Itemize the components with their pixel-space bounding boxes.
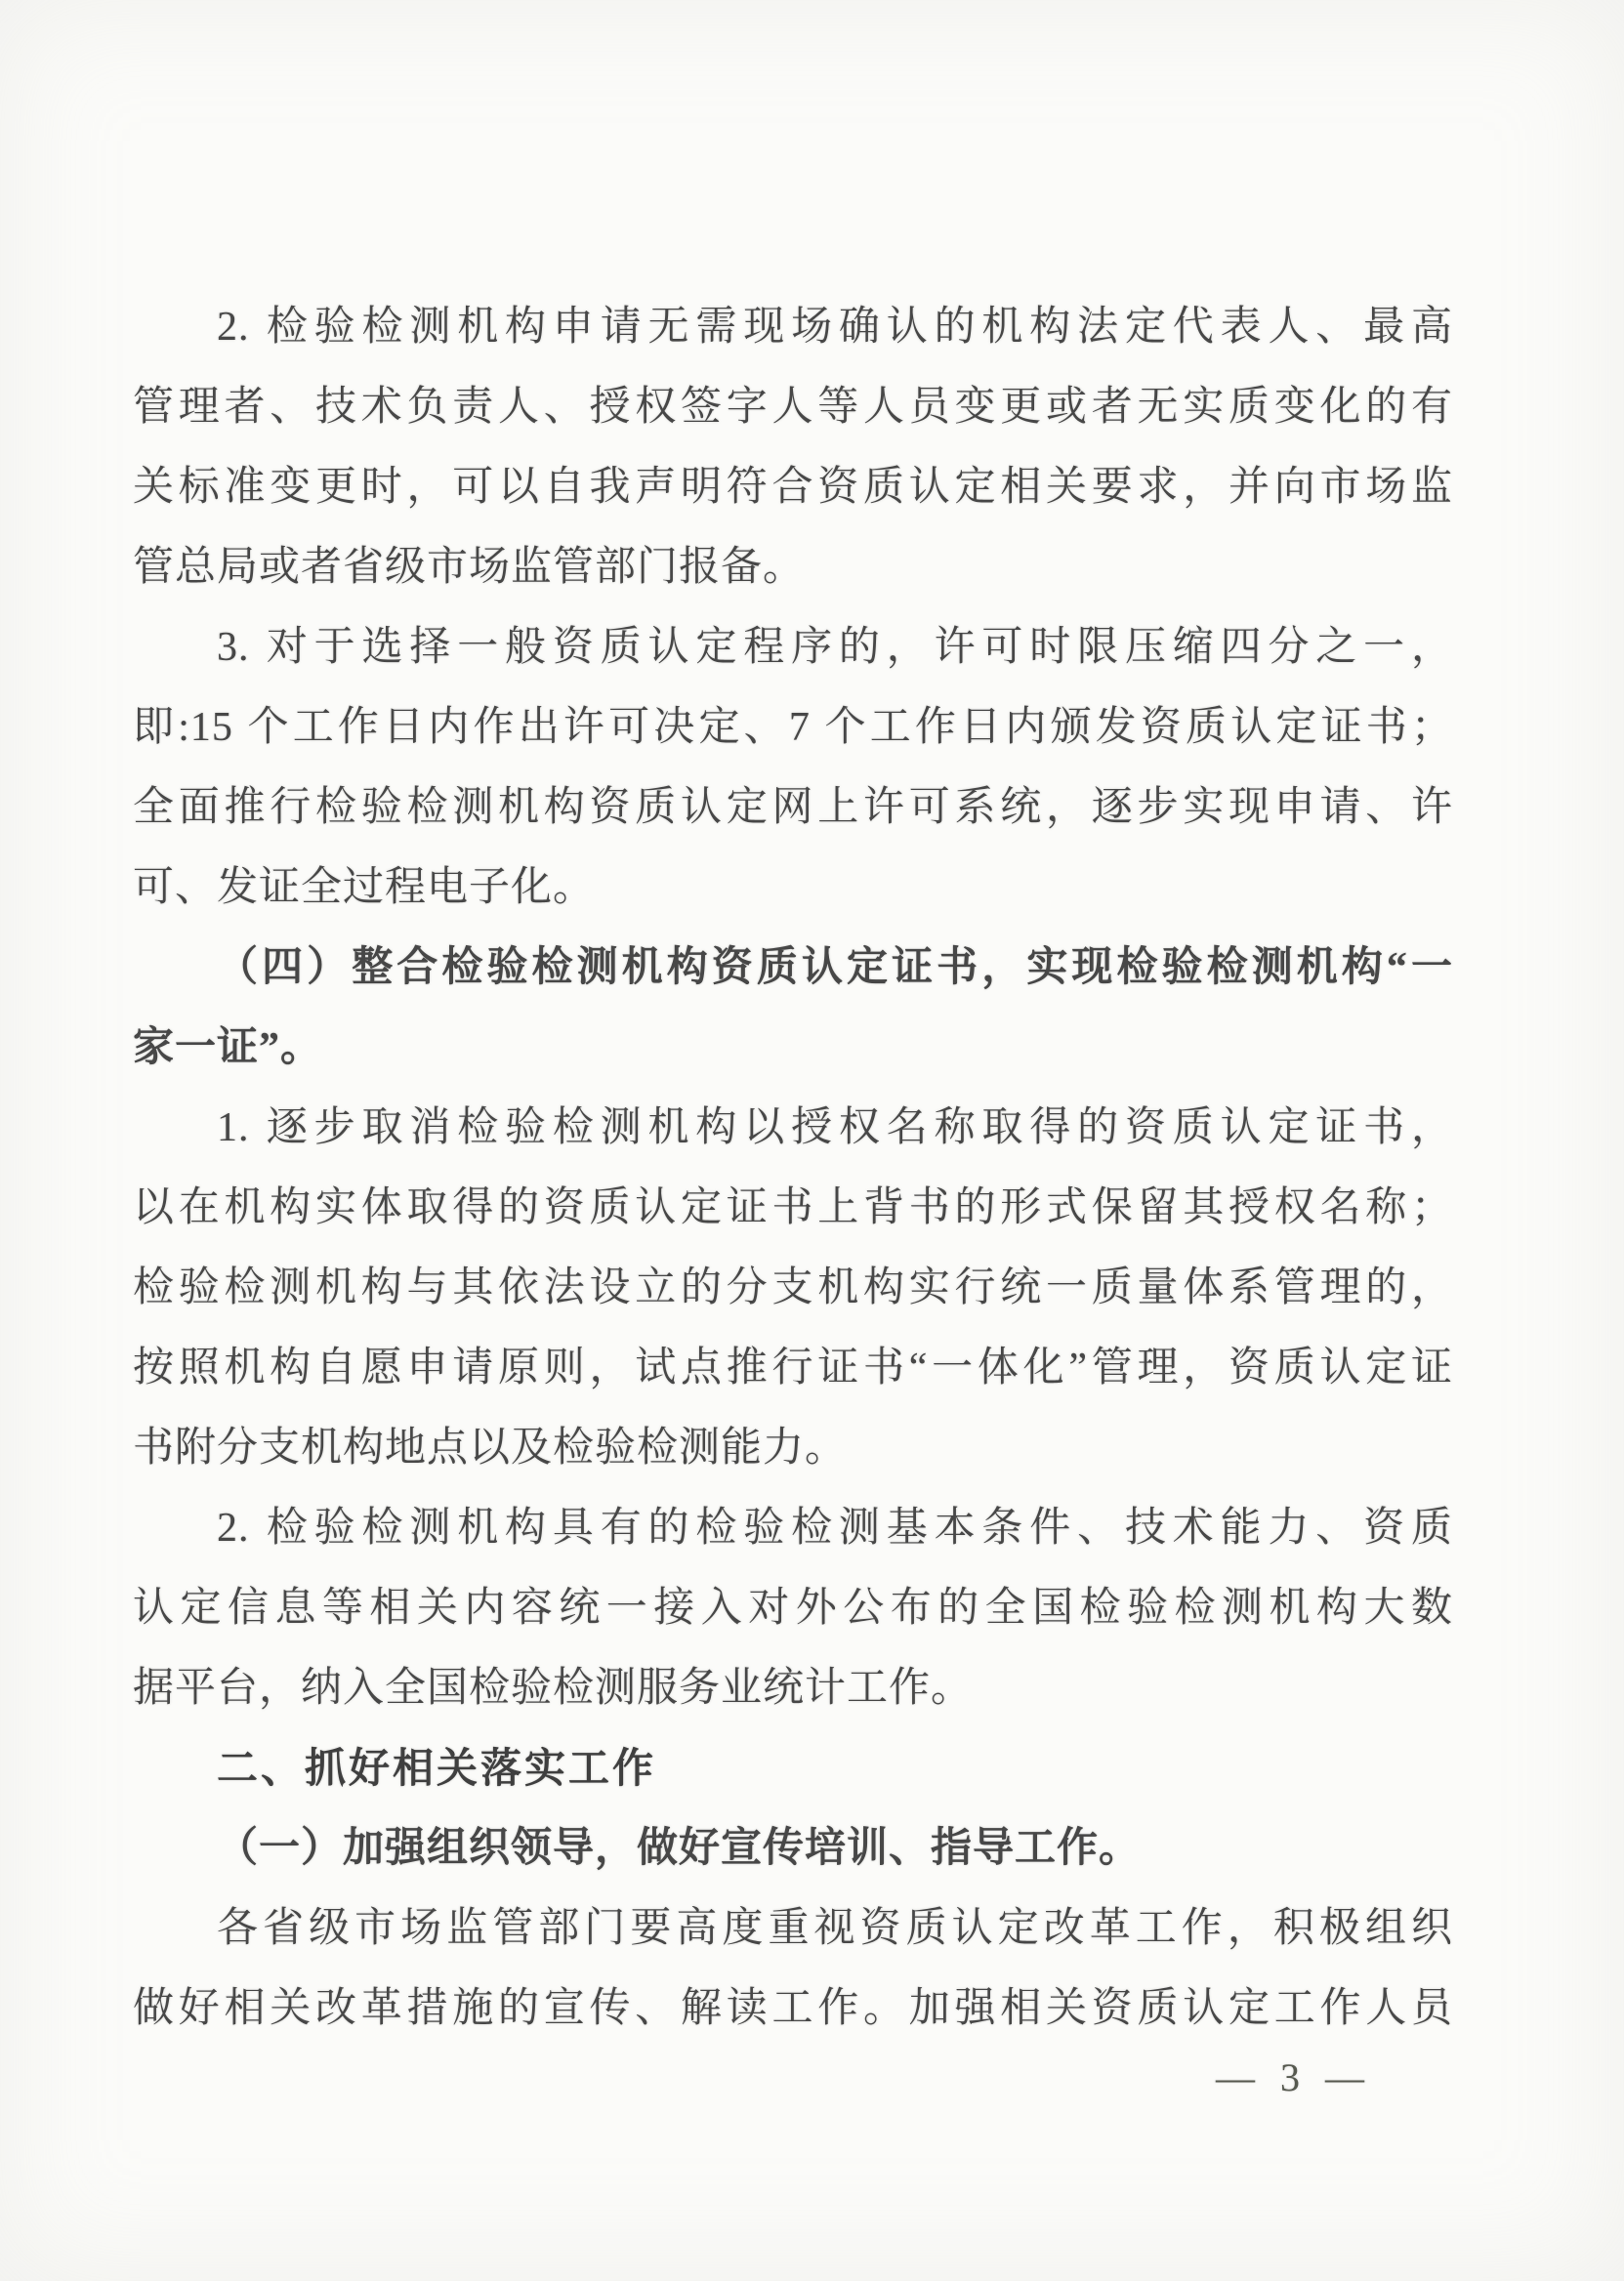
document-body bbox=[133, 287, 1453, 2049]
subsection-heading: （四）整合检验检测机构资质认定证书，实现检验检测机构“一 bbox=[217, 945, 1453, 990]
subsection-heading: （一）加强组织领导，做好宣传培训、指导工作。 bbox=[217, 1826, 1142, 1871]
body-line: 以在机构实体取得的资质认定证书上背书的形式保留其授权名称； bbox=[133, 1185, 1453, 1230]
section-heading: 二、抓好相关落实工作 bbox=[217, 1745, 657, 1791]
subsection-heading: 家一证”。 bbox=[133, 1025, 323, 1070]
body-line: 3. 对于选择一般资质认定程序的，许可时限压缩四分之一， bbox=[217, 625, 1453, 670]
body-line: 全面推行检验检测机构资质认定网上许可系统，逐步实现申请、许 bbox=[133, 785, 1453, 830]
body-line: 认定信息等相关内容统一接入对外公布的全国检验检测机构大数 bbox=[133, 1586, 1453, 1631]
body-line: 2. 检验检测机构申请无需现场确认的机构法定代表人、最高 bbox=[217, 305, 1453, 350]
page-number: — 3 — bbox=[1216, 2055, 1372, 2099]
body-line: 可、发证全过程电子化。 bbox=[133, 865, 596, 910]
body-line: 关标准变更时，可以自我声明符合资质认定相关要求，并向市场监 bbox=[133, 465, 1453, 510]
body-line: 做好相关改革措施的宣传、解读工作。加强相关资质认定工作人员 bbox=[133, 1986, 1453, 2031]
body-line: 各省级市场监管部门要高度重视资质认定改革工作，积极组织 bbox=[217, 1906, 1453, 1951]
body-line: 据平台，纳入全国检验检测服务业统计工作。 bbox=[133, 1666, 974, 1711]
body-line: 书附分支机构地点以及检验检测能力。 bbox=[133, 1426, 848, 1471]
body-line: 管总局或者省级市场监管部门报备。 bbox=[133, 545, 806, 590]
body-line: 检验检测机构与其依法设立的分支机构实行统一质量体系管理的， bbox=[133, 1265, 1453, 1310]
body-line: 即:15 个工作日内作出许可决定、7 个工作日内颁发资质认定证书； bbox=[133, 705, 1453, 750]
body-line: 管理者、技术负责人、授权签字人等人员变更或者无实质变化的有 bbox=[133, 385, 1453, 430]
body-line: 按照机构自愿申请原则，试点推行证书“一体化”管理，资质认定证 bbox=[133, 1346, 1453, 1390]
body-line: 2. 检验检测机构具有的检验检测基本条件、技术能力、资质 bbox=[217, 1506, 1453, 1551]
body-line: 1. 逐步取消检验检测机构以授权名称取得的资质认定证书， bbox=[217, 1105, 1453, 1150]
